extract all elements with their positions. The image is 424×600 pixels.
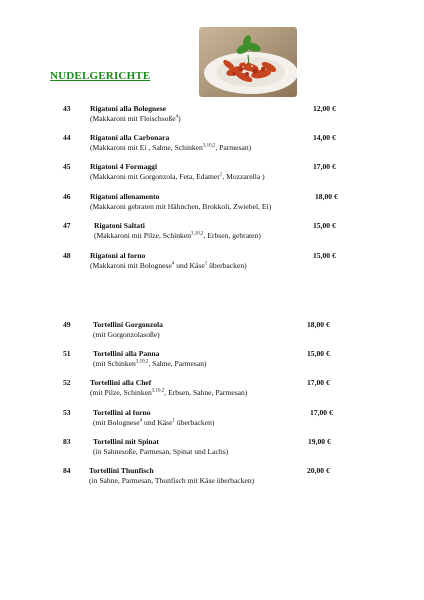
menu-item-price: 18,00 € [315, 192, 338, 201]
menu-item-number: 52 [63, 378, 71, 387]
menu-item-price: 20,00 € [307, 466, 330, 475]
menu-item-name: Tortellini Thunfisch [89, 466, 154, 475]
menu-item-description: (mit Pilze, Schinken$^{3,10,2}$, Erbsen, Sahne, Parmesan) [90, 388, 248, 397]
allergen-superscript: 1 [204, 261, 208, 267]
menu-item-number: 46 [63, 192, 71, 201]
menu-item-price: 17,00 € [313, 162, 336, 171]
menu-item-price: 15,00 € [307, 349, 330, 358]
menu-item-name: Rigatoni alla Carbonara [90, 133, 170, 142]
menu-item-price: 17,00 € [310, 408, 333, 417]
menu-item-number: 83 [63, 437, 71, 446]
menu-item-price: 17,00 € [307, 378, 330, 387]
menu-item-price: 15,00 € [313, 221, 336, 230]
menu-item-name: Rigatoni al forno [90, 251, 146, 260]
allergen-superscript: 4 [171, 261, 175, 267]
menu-item-number: 84 [63, 466, 71, 475]
menu-item-description: (mit Schinken$^{3,10,2}$, Sahne, Parmesan) [93, 359, 207, 368]
allergen-superscript: 1 [172, 418, 175, 424]
menu-item-price: 12,00 € [313, 104, 336, 113]
menu-item-price: 15,00 € [313, 251, 336, 260]
menu-item-name: Tortellini al forno [93, 408, 151, 417]
menu-item-price: 19,00 € [308, 437, 331, 446]
menu-item-number: 49 [63, 320, 71, 329]
menu-item-description: (Makkaroni mit Bolognese$^4$ und Käse$^1$ überbacken) [90, 261, 247, 270]
allergen-superscript: 3,10,2 [151, 388, 165, 394]
menu-item-description: (Makkaroni mit Fleischsoße$^4$) [90, 114, 181, 123]
menu-item-description: (mit Bolognese$^4$ und Käse$^1$ überbacken) [93, 418, 215, 427]
menu-item-number: 45 [63, 162, 71, 171]
menu-item-price: 18,00 € [307, 320, 330, 329]
menu-item-name: Rigatoni allenamento [90, 192, 160, 201]
pasta-plate-icon [199, 27, 297, 97]
menu-item-description: (in Sahne, Parmesan, Thunfisch mit Käse überbacken) [89, 476, 255, 485]
section-heading-nudelgerichte: NUDELGERICHTE [50, 70, 151, 82]
menu-item-number: 47 [63, 221, 71, 230]
menu-item-number: 43 [63, 104, 71, 113]
menu-item-description: (Makkaroni mit Pilze, Schinken$^{3,10,2}$, Erbsen, gebraten) [94, 231, 261, 240]
menu-item-price: 14,00 € [313, 133, 336, 142]
menu-item-description: (Makkaroni gebraten mit Hähnchen, Brokkoli, Zwiebel, Ei) [90, 202, 272, 211]
allergen-superscript: 4 [139, 418, 143, 424]
menu-item-number: 48 [63, 251, 71, 260]
menu-item-number: 53 [63, 408, 71, 417]
menu-item-name: Rigatoni Saltati [94, 221, 145, 230]
allergen-superscript: 1 [219, 172, 223, 178]
menu-item-number: 44 [63, 133, 71, 142]
menu-item-name: Tortellini Gorgonzola [93, 320, 163, 329]
menu-item-description: (Makkaroni mit Ei , Sahne, Schinken$^{3,10,2}$, Parmesan) [90, 143, 252, 152]
menu-item-name: Tortellini alla Chef [90, 378, 152, 387]
menu-item-description: (in Sahnesoße, Parmesan, Spinat und Lachs) [93, 447, 229, 456]
menu-item-name: Rigatoni alla Bolognese [90, 104, 166, 113]
allergen-superscript: 4 [175, 114, 179, 120]
menu-item-name: Rigatoni 4 Formaggi [90, 162, 158, 171]
menu-item-name: Tortellini alla Panna [93, 349, 160, 358]
menu-item-name: Tortellini mit Spinat [93, 437, 159, 446]
menu-item-description: (mit Gorgonzolasoße) [93, 330, 160, 339]
allergen-superscript: 3,10,2 [135, 359, 149, 365]
pasta-dish-photo [199, 27, 297, 97]
menu-item-number: 51 [63, 349, 71, 358]
allergen-superscript: 3,10,2 [202, 143, 216, 149]
menu-item-description: (Makkaroni mit Gorgonzola, Feta, Edamer$^1$, Mozzarella ) [90, 172, 265, 181]
allergen-superscript: 3,10,2 [191, 231, 204, 237]
